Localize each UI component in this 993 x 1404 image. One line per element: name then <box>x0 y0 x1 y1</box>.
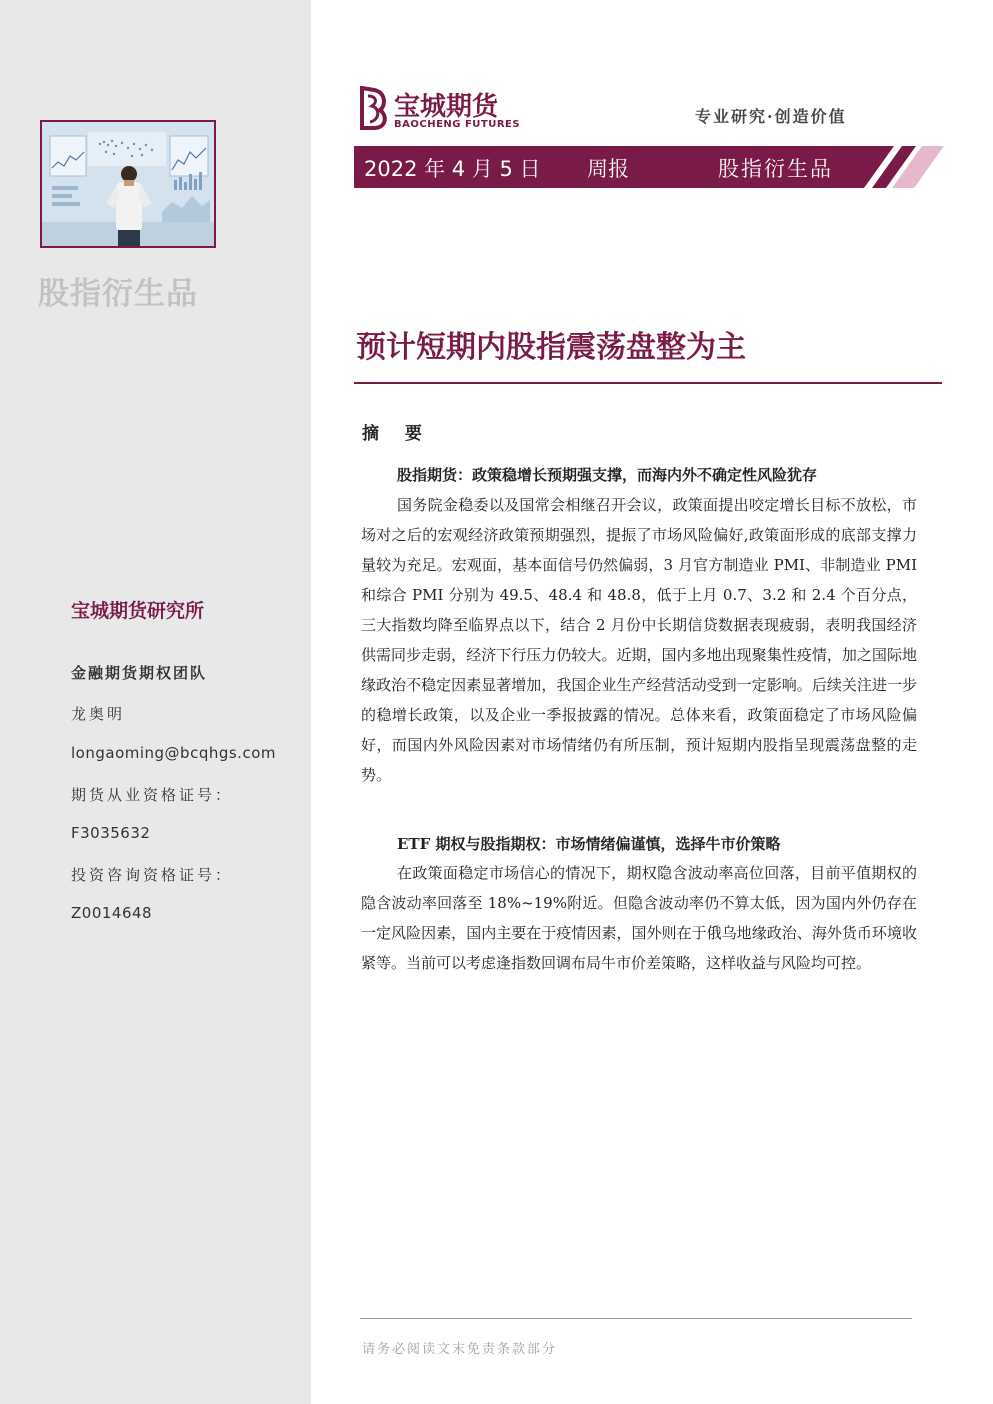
sidebar-futures-cert-number: F3035632 <box>71 824 151 842</box>
section-heading-options: ETF 期权与股指期权：市场情绪偏谨慎，选择牛市价策略 <box>397 835 781 853</box>
section-heading-index-futures: 股指期货：政策稳增长预期强支撑，而海内外不确定性风险犹存 <box>397 466 818 484</box>
disclaimer-note: 请务必阅读文末免责条款部分 <box>362 1342 558 1357</box>
sidebar-team: 金融期货期权团队 <box>71 664 208 682</box>
baocheng-logo-icon <box>356 86 390 130</box>
sidebar-email[interactable]: longaoming@bcqhgs.com <box>71 744 276 762</box>
title-divider <box>354 382 942 384</box>
cover-photo-businessman <box>42 122 214 246</box>
logo <box>356 86 521 134</box>
section-body-options: 在政策面稳定市场信心的情况下，期权隐含波动率高位回落，目前平值期权的隐含波动率回落至 18%~19%附近。但隐含波动率仍不算太低，因为国内外仍存在一定风险因素，国内主要在于疫情因素，国外则在于俄乌地缘政治、海外货币环境收紧等。当前可以考虑逢指数回调布局牛市价差策略，这样收益与风险均可控。 <box>361 864 917 972</box>
sidebar-analyst-name: 龙奥明 <box>71 705 126 723</box>
sidebar <box>0 0 311 1404</box>
section-body-index-futures: 国务院金稳委以及国常会相继召开会议，政策面提出咬定增长目标不放松，市场对之后的宏观经济政策预期强烈，提振了市场风险偏好,政策面形成的底部支撑力量较为充足。宏观面，基本面信号仍然偏弱，3 月官方制造业 PMI、非制造业 PMI 和综合 PMI 分别为 49.5、48.4 和 48.8，低于上月 0.7、3.2 和 2.4 个百分点，三大指数均降至临界点以下，结合 2 月份中长期信贷数据表现疲弱，表明我国经济供需同步走弱，经济下行压力仍较大。近期，国内多地出现聚集性疫情，加之国际地缘政治不稳定因素显著增加，我国企业生产经营活动受到一定影响。后续关注进一步的稳增长政策，以及企业一季报披露的情况。总体来看，政策面稳定了市场风险偏好，而国内外风险因素对市场情绪仍有所压制，预计短期内股指呈现震荡盘整的走势。 <box>361 496 917 784</box>
sidebar-advisory-cert-number: Z0014648 <box>71 904 153 922</box>
abstract-heading: 摘 要 <box>362 424 432 444</box>
cover-image <box>40 120 216 248</box>
page-title: 预计短期内股指震荡盘整为主 <box>356 330 746 365</box>
logo-chinese: 宝城期货 <box>394 92 499 122</box>
report-type: 周报 <box>587 157 629 181</box>
logo-english: BAOCHENG FUTURES <box>394 119 521 130</box>
sidebar-advisory-cert-label: 投资咨询资格证号： <box>71 866 234 884</box>
report-category: 股指衍生品 <box>718 157 833 181</box>
sidebar-institute: 宝城期货研究所 <box>71 600 205 622</box>
slogan: 专业研究·创造价值 <box>695 107 847 126</box>
report-date: 2022 年 4 月 5 日 <box>364 157 541 181</box>
sidebar-futures-cert-label: 期货从业资格证号： <box>71 786 234 804</box>
sidebar-category: 股指衍生品 <box>38 276 198 312</box>
footer-divider <box>360 1318 912 1319</box>
